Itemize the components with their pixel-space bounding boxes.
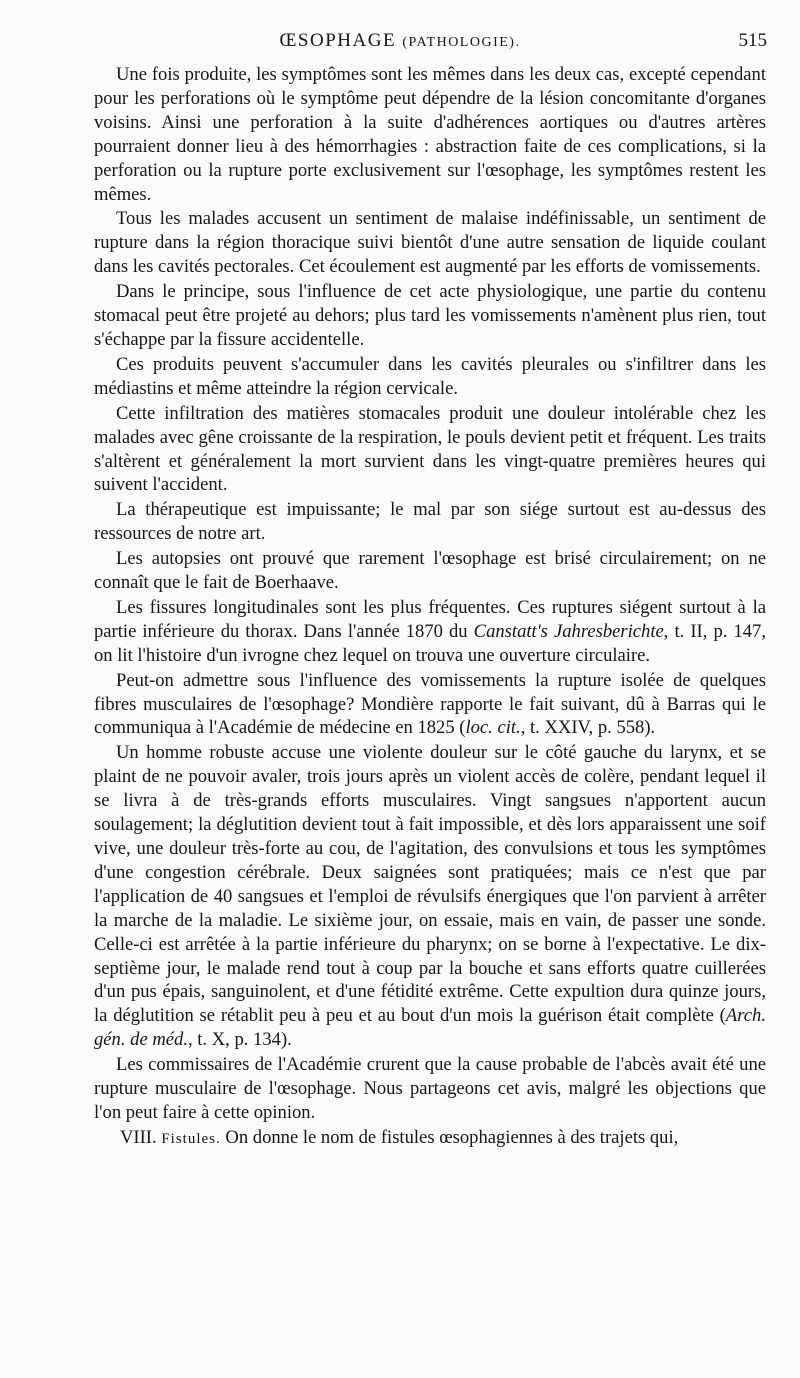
- running-header: [0, 30, 800, 56]
- running-title-main: ŒSOPHAGE: [279, 30, 397, 51]
- citation-ref: Arch. gén. de méd.: [94, 1005, 766, 1051]
- paragraph: Une fois produite, les symptômes sont les mêmes dans les deux cas, excepté cependant pour les perforations où le symptôme peut dépendre de la lésion concomitante d'organes voisins. Ainsi une perforation à la suite d'adhérences aortiques ou d'autres artères pourraient donner lieu à des hémorrhagies : abstraction faite de ces complications, si la perforation ou la rupture porte exclusivement sur l'œsophage, les symptômes restent les mêmes.: [94, 64, 766, 205]
- citation-ref: loc. cit.: [465, 717, 521, 739]
- page-number: 515: [738, 30, 767, 51]
- running-title: [0, 30, 800, 52]
- paragraph: Dans le principe, sous l'influence de cet acte physiologique, une partie du contenu stomacal peut être projeté au dehors; plus tard les vomissements n'amènent plus rien, tout s'échappe par la fissure accidentelle.: [94, 281, 766, 350]
- paragraph: Tous les malades accusent un sentiment de malaise indéfinissable, un sentiment de rupture dans la région thoracique suivi bientôt d'une autre sensation de liquide coulant dans les cavités pectorales. Cet écoulement est augmenté par les efforts de vomissements.: [94, 208, 766, 278]
- paragraph: Cette infiltration des matières stomacales produit une douleur intolérable chez les malades avec gêne croissante de la respiration, le pouls devient petit et fréquent. Les traits s'altèrent et généralement la mort survient dans les vingt-quatre premières heures qui suivent l'accident.: [94, 402, 766, 496]
- section-title: Fistules.: [161, 1130, 221, 1147]
- paragraph: Les fissures longitudinales sont les plus fréquentes. Ces ruptures siégent surtout à la partie inférieure du thorax. Dans l'année 1870 du Canstatt's Jahresberichte, t. II, p. 147, on lit l'histoire d'un ivrogne chez lequel on trouva une ouverture circulaire.: [94, 596, 766, 666]
- running-title-sub: (PATHOLOGIE).: [402, 35, 521, 50]
- paragraph: Un homme robuste accuse une violente douleur sur le côté gauche du larynx, et se plaint de ne pouvoir avaler, trois jours après un violent accès de colère, pendant lequel il se livra à de très-grands efforts musculaires. Vingt sangsues n'apportent aucun soulagement; la déglutition devient tout à fait impossible, et dès lors apparaissent une soif vive, une douleur très-forte au cou, de l'agitation, des convulsions et tous les symptômes d'une congestion cérébrale. Deux saignées sont pratiquées; mais ce n'est que par l'application de 40 sangsues et l'emploi de révulsifs énergiques que l'on parvient à arrêter la marche de la maladie. Le sixième jour, on essaie, mais en vain, de passer une sonde. Celle-ci est arrêtée à la partie inférieure du pharynx; on se borne à l'expectative. Le dix-septième jour, le malade rend tout à coup par la bouche et sans efforts quatre cuillerées d'un pus épais, sanguinolent, et d'une fétidité extrême. Cette expultion dura quinze jours, la déglutition se rétablit peu à peu et au bout d'un mois la guérison était complète (Arch. gén. de méd., t. X, p. 134).: [94, 742, 766, 1051]
- paragraph: Les autopsies ont prouvé que rarement l'œsophage est brisé circulairement; on ne connaît que le fait de Boerhaave.: [94, 548, 766, 594]
- citation-title: Canstatt's Jahresberichte: [473, 620, 664, 642]
- paragraph: La thérapeutique est impuissante; le mal par son siége surtout est au-dessus des ressources de notre art.: [94, 499, 766, 545]
- paragraph: Peut-on admettre sous l'influence des vomissements la rupture isolée de quelques fibres musculaires de l'œsophage? Mondière rapporte le fait suivant, dû à Barras qui le communiqua à l'Académie de médecine en 1825 (loc. cit., t. XXIV, p. 558).: [94, 669, 766, 739]
- paragraph: Les commissaires de l'Académie crurent que la cause probable de l'abcès avait été une rupture musculaire de l'œsophage. Nous partageons cet avis, malgré les objections que l'on peut faire à cette opinion.: [94, 1054, 766, 1123]
- paragraph: Ces produits peuvent s'accumuler dans les cavités pleurales ou s'infiltrer dans les médiastins et même atteindre la région cervicale.: [94, 353, 766, 399]
- section-heading-paragraph: VIII. Fistules. On donne le nom de fistules œsophagiennes à des trajets qui,: [120, 1126, 679, 1148]
- body-text: [94, 63, 766, 1152]
- section-number: VIII.: [120, 1126, 157, 1148]
